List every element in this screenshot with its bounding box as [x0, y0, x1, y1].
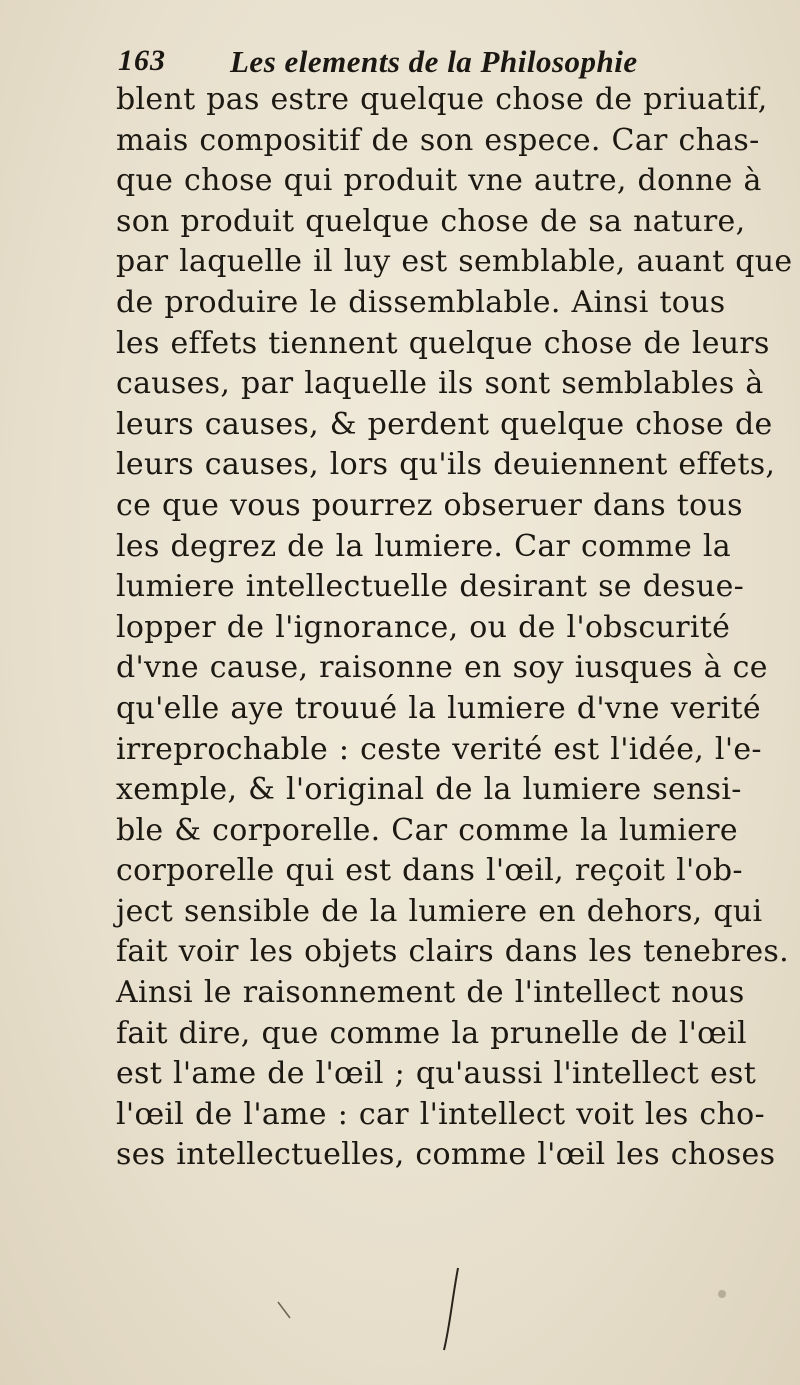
text-line: l'œil de l'ame : car l'intellect voit les cho-	[116, 1096, 765, 1132]
text-line: lopper de l'ignorance, ou de l'obscurité	[116, 609, 731, 645]
text-line: que chose qui produit vne autre, donne à	[116, 163, 762, 199]
text-line: qu'elle aye trouué la lumiere d'vne verité	[116, 690, 761, 726]
ink-stroke-mark	[444, 1268, 458, 1350]
paper-speck	[718, 1290, 726, 1298]
text-line: par laquelle il luy est semblable, auant que	[116, 244, 793, 280]
text-line: leurs causes, lors qu'ils deuiennent effets,	[116, 447, 776, 483]
text-line: ject sensible de la lumiere en dehors, qui	[116, 893, 763, 929]
text-line: irreprochable : ceste verité est l'idée, l'e-	[116, 731, 762, 767]
text-line: leurs causes, & perdent quelque chose de	[116, 406, 773, 442]
text-line: les degrez de la lumiere. Car comme la	[116, 528, 731, 564]
text-line: les effets tiennent quelque chose de leurs	[116, 325, 770, 361]
text-line: fait dire, que comme la prunelle de l'œil	[116, 1015, 747, 1051]
text-line: causes, par laquelle ils sont semblables à	[116, 366, 764, 402]
text-line: est l'ame de l'œil ; qu'aussi l'intellect est	[116, 1056, 757, 1092]
body-text	[116, 80, 796, 1176]
text-line: de produire le dissemblable. Ainsi tous	[116, 284, 726, 320]
text-line: lumiere intellectuelle desirant se desue-	[116, 569, 745, 605]
text-line: mais compositif de son espece. Car chas-	[116, 122, 760, 158]
text-line: ble & corporelle. Car comme la lumiere	[116, 812, 738, 848]
ink-tick-mark	[278, 1302, 290, 1318]
running-title: Les elements de la Philosophie	[230, 44, 638, 79]
text-line: Ainsi le raisonnement de l'intellect nous	[116, 975, 745, 1011]
text-line: son produit quelque chose de sa nature,	[116, 203, 746, 239]
text-line: fait voir les objets clairs dans les tenebres.	[116, 934, 789, 970]
text-line: xemple, & l'original de la lumiere sensi-	[116, 772, 742, 808]
text-line: blent pas estre quelque chose de priuatif,	[116, 82, 768, 117]
text-line: corporelle qui est dans l'œil, reçoit l'ob-	[116, 853, 743, 889]
text-line: d'vne cause, raisonne en soy iusques à ce	[116, 650, 768, 686]
text-line: ce que vous pourrez obseruer dans tous	[116, 487, 743, 523]
page-number: 163	[118, 44, 166, 77]
text-line: ses intellectuelles, comme l'œil les choses	[116, 1137, 776, 1173]
